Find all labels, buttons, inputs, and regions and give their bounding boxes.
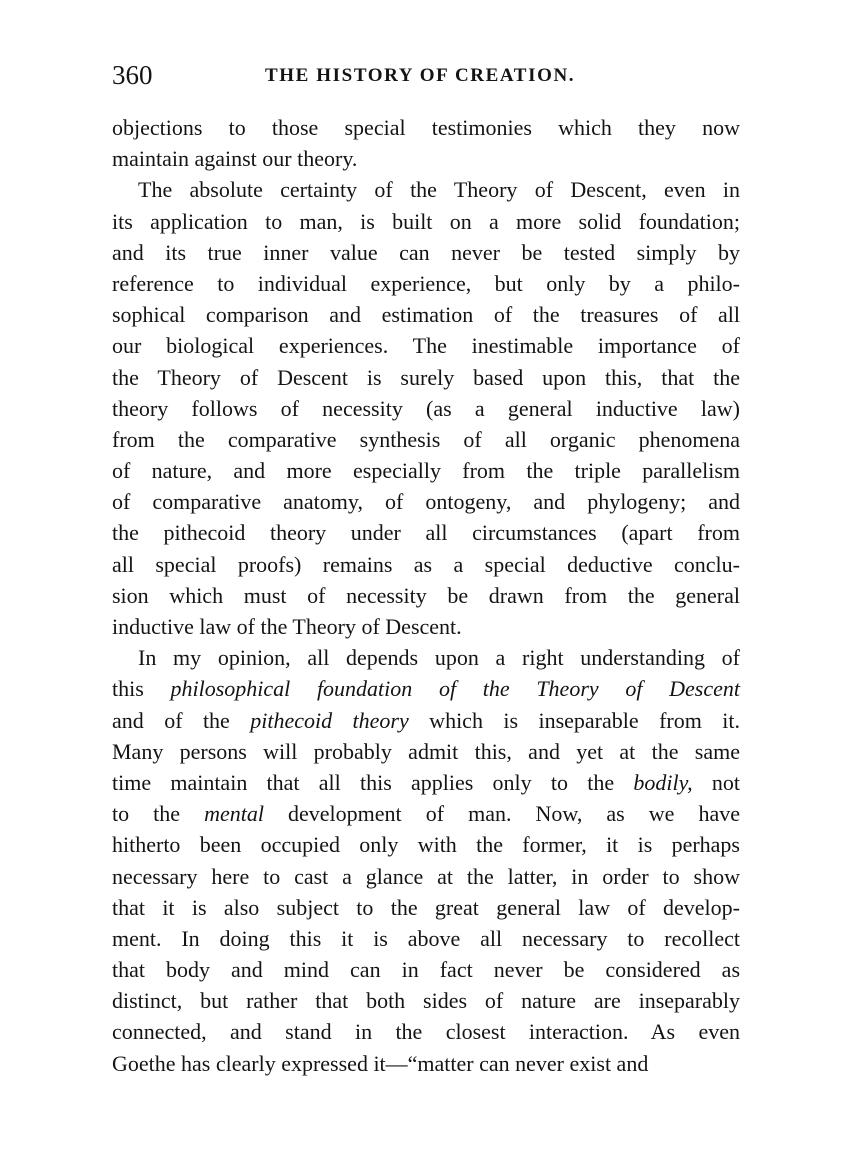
text-run: all special proofs) remains as a special deductive conclu- <box>112 551 740 577</box>
text-line <box>112 892 740 923</box>
text-run: sophical comparison and estimation of the treasures of all <box>112 302 740 328</box>
body-text <box>112 112 740 1079</box>
text-line <box>112 393 740 424</box>
text-run: ment. In doing this it is above all necessary to recollect <box>112 925 740 951</box>
text-run: not <box>692 769 740 795</box>
text-run: maintain against our theory. <box>112 146 358 172</box>
text-line <box>112 1016 740 1047</box>
text-run: connected, and stand in the closest interaction. As even <box>112 1019 740 1045</box>
text-run: of comparative anatomy, of ontogeny, and phylogeny; and <box>112 489 740 515</box>
text-line <box>112 268 740 299</box>
text-run: Many persons will probably admit this, and yet at the same <box>112 738 740 764</box>
text-line <box>112 580 740 611</box>
text-line <box>112 798 740 829</box>
text-line <box>112 237 740 268</box>
text-run: this <box>112 676 171 702</box>
text-run: the pithecoid theory under all circumstances (apart from <box>112 520 740 546</box>
text-line <box>112 424 740 455</box>
running-head <box>112 60 740 90</box>
text-line <box>112 861 740 892</box>
text-run: and of the <box>112 707 251 733</box>
text-line <box>112 705 740 736</box>
text-line <box>112 642 740 673</box>
text-run: development of man. Now, as we have <box>263 801 740 827</box>
text-run: theory follows of necessity (as a general inductive law) <box>112 395 740 421</box>
text-run: from the comparative synthesis of all organic phenomena <box>112 426 740 452</box>
text-line <box>112 206 740 237</box>
text-run: necessary here to cast a glance at the latter, in order to show <box>112 863 740 889</box>
text-run: hitherto been occupied only with the former, it is perhaps <box>112 832 740 858</box>
italic-phrase: mental <box>204 801 264 827</box>
text-run: inductive law of the Theory of Descent. <box>112 614 462 639</box>
text-line <box>112 112 740 143</box>
text-line <box>112 923 740 954</box>
text-run: objections to those special testimonies which they now <box>112 115 740 140</box>
text-line <box>112 673 740 704</box>
text-run: and its true inner value can never be tested simply by <box>112 239 740 265</box>
text-line <box>112 954 740 985</box>
text-run: which is inseparable from it. <box>408 707 740 733</box>
running-title: THE HISTORY OF CREATION. <box>265 65 576 86</box>
text-run: sion which must of necessity be drawn from the general <box>112 582 740 608</box>
text-run: our biological experiences. The inestimable importance of <box>112 333 740 359</box>
italic-phrase: philosophical foundation of the Theory of Descent <box>170 676 740 702</box>
text-line <box>112 455 740 486</box>
text-line <box>112 736 740 767</box>
paragraph <box>112 642 740 1079</box>
text-run: its application to man, is built on a more solid foundation; <box>112 208 740 234</box>
text-run: that it is also subject to the great general law of develop- <box>112 894 740 920</box>
text-line <box>112 985 740 1016</box>
text-line <box>112 517 740 548</box>
text-line <box>112 829 740 860</box>
text-line <box>112 330 740 361</box>
text-run: reference to individual experience, but only by a philo- <box>112 270 740 296</box>
text-line <box>112 143 740 174</box>
text-line <box>112 1048 740 1079</box>
text-line <box>112 299 740 330</box>
page-number: 360 <box>112 60 153 90</box>
text-run: that body and mind can in fact never be considered as <box>112 957 740 983</box>
paragraph <box>112 174 740 642</box>
text-run: time maintain that all this applies only to the <box>112 769 634 795</box>
text-run: distinct, but rather that both sides of nature are inseparably <box>112 988 740 1014</box>
text-line <box>112 611 740 642</box>
text-line <box>112 174 740 205</box>
text-line <box>112 486 740 517</box>
text-line <box>112 549 740 580</box>
italic-phrase: bodily, <box>633 769 693 795</box>
text-run: the Theory of Descent is surely based upon this, that the <box>112 364 740 390</box>
text-line <box>112 362 740 393</box>
text-run: to the <box>112 801 205 827</box>
text-line <box>112 767 740 798</box>
text-run: of nature, and more especially from the triple parallelism <box>112 458 740 484</box>
italic-phrase: pithecoid theory <box>250 707 409 733</box>
text-run: Goethe has clearly expressed it—“matter can never exist and <box>112 1050 649 1076</box>
text-run: In my opinion, all depends upon a right understanding of <box>138 645 740 671</box>
text-run: The absolute certainty of the Theory of Descent, even in <box>138 177 740 203</box>
paragraph <box>112 112 740 174</box>
